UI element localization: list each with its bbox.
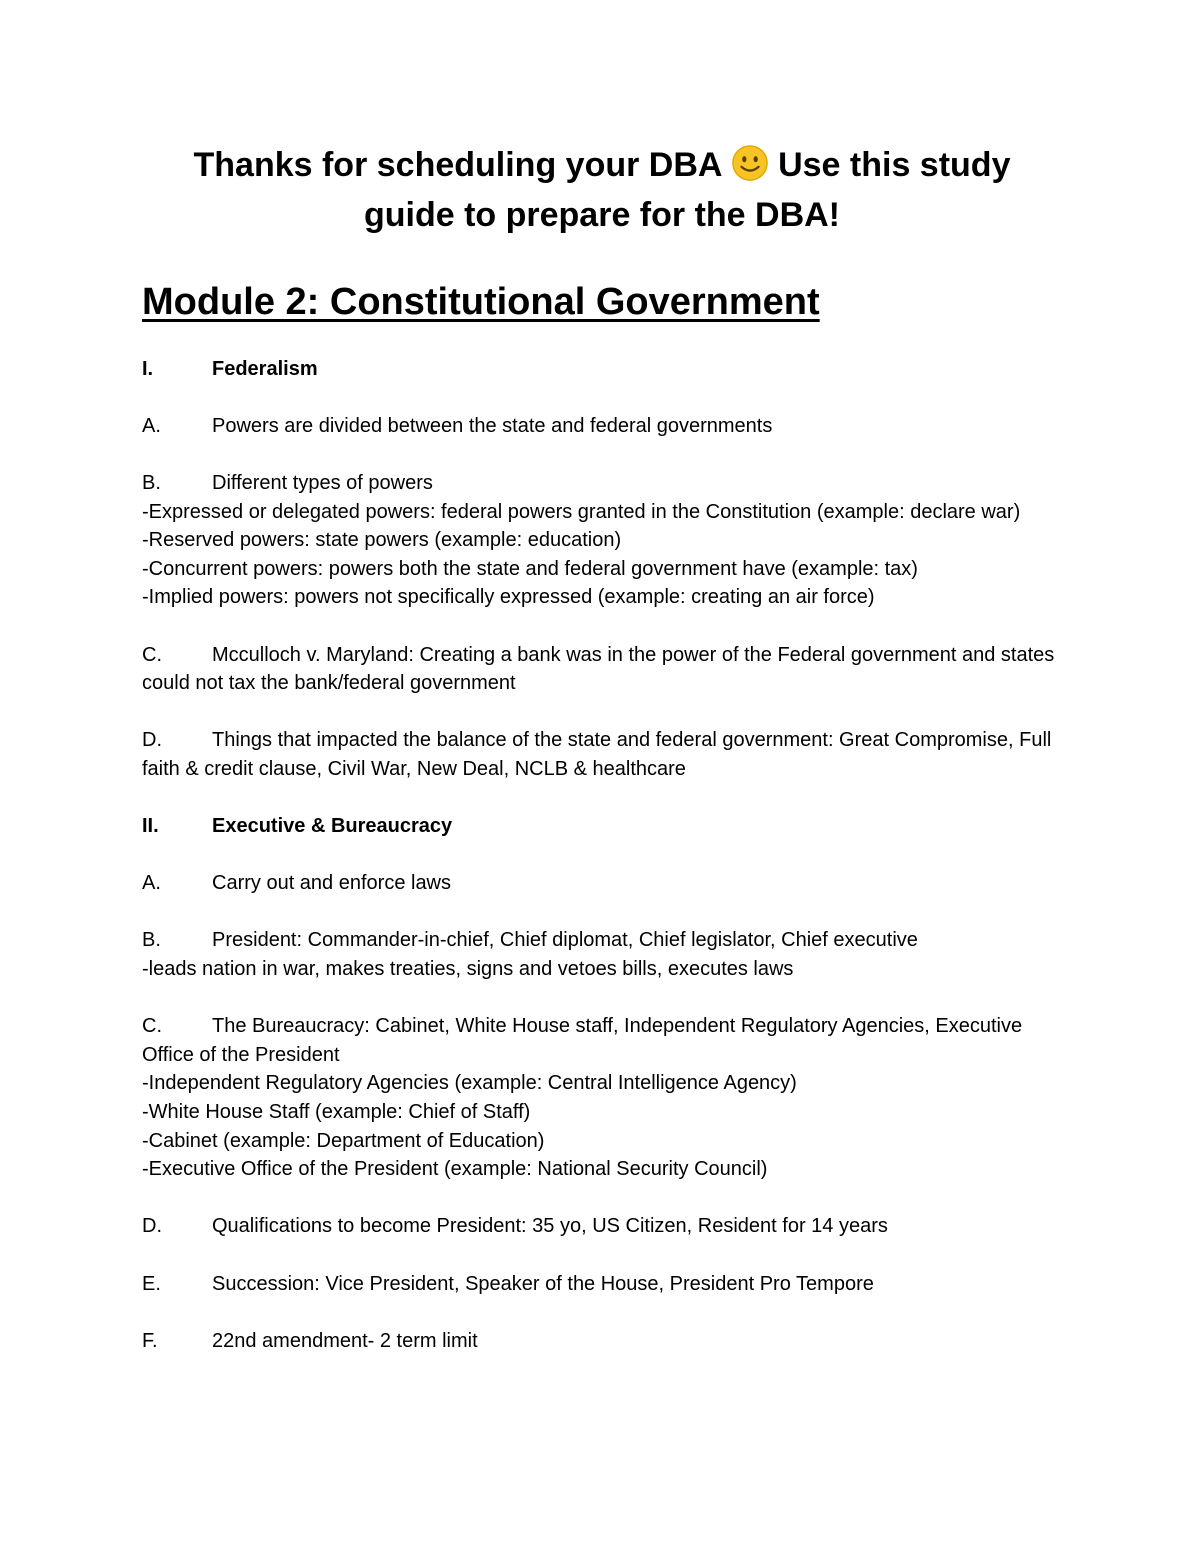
intro-line1-before: Thanks for scheduling your DBA — [193, 146, 722, 184]
item-letter: D. — [142, 729, 162, 752]
item-letter: D. — [142, 1215, 162, 1238]
spacer — [142, 612, 1062, 641]
item-detail: -Independent Regulatory Agencies (example: Central Intelligence Agency) — [142, 1072, 797, 1095]
spacer — [142, 984, 1062, 1013]
item-letter: B. — [142, 471, 161, 494]
intro-heading — [142, 140, 1062, 240]
spacer — [142, 784, 1062, 813]
spacer — [142, 698, 1062, 727]
section-heading — [142, 355, 1062, 384]
item-text: Carry out and enforce laws — [212, 872, 452, 895]
item-text: Powers are divided between the state and federal governments — [212, 414, 773, 437]
outline-item — [142, 1270, 1062, 1299]
item-letter: B. — [142, 929, 161, 952]
outline-item — [142, 726, 1062, 783]
intro-line2: guide to prepare for the DBA! — [363, 196, 841, 234]
document-page — [142, 140, 1062, 1355]
spacer — [142, 1298, 1062, 1327]
spacer — [142, 326, 1062, 355]
item-text: Things that impacted the balance of the state and federal government: Great Compromise, Full faith & credit clause, Civil War, New Deal, NCLB & healthcare — [142, 729, 1052, 780]
item-detail: -Expressed or delegated powers: federal powers granted in the Constitution (example: declare war) — [142, 500, 1021, 523]
spacer — [142, 898, 1062, 927]
section-numeral: I. — [142, 357, 154, 380]
outline-item — [142, 412, 1062, 441]
item-letter: A. — [142, 872, 161, 895]
item-text: President: Commander-in-chief, Chief diplomat, Chief legislator, Chief executive — [212, 929, 918, 952]
section-heading-text: Executive & Bureaucracy — [212, 815, 453, 838]
item-letter: C. — [142, 1015, 162, 1038]
item-detail: -Cabinet (example: Department of Education) — [142, 1129, 545, 1152]
item-detail: -Concurrent powers: powers both the state and federal government have (example: tax) — [142, 557, 918, 580]
outline-item — [142, 1327, 1062, 1356]
outline-item — [142, 926, 1062, 955]
item-letter: F. — [142, 1329, 158, 1352]
item-detail: -Executive Office of the President (example: National Security Council) — [142, 1158, 768, 1181]
section-numeral: II. — [142, 815, 159, 838]
item-text: The Bureaucracy: Cabinet, White House staff, Independent Regulatory Agencies, Executive Office of the President — [142, 1015, 1023, 1066]
item-detail: -Implied powers: powers not specifically expressed (example: creating an air force) — [142, 586, 875, 609]
item-letter: C. — [142, 643, 162, 666]
module-title: Module 2: Constitutional Government — [142, 281, 820, 323]
item-letter: E. — [142, 1272, 161, 1295]
intro-line1-after: Use this study — [778, 146, 1011, 184]
item-letter: A. — [142, 414, 161, 437]
item-detail: -leads nation in war, makes treaties, signs and vetoes bills, executes laws — [142, 958, 794, 981]
outline-item — [142, 1212, 1062, 1241]
outline-section — [142, 326, 1062, 784]
spacer — [142, 1184, 1062, 1213]
outline-item — [142, 1012, 1062, 1069]
outline-item — [142, 641, 1062, 698]
spacer — [142, 383, 1062, 412]
spacer — [142, 1241, 1062, 1270]
item-text: Qualifications to become President: 35 yo, US Citizen, Resident for 14 years — [212, 1215, 888, 1238]
outline-item — [142, 869, 1062, 898]
item-text: Succession: Vice President, Speaker of the House, President Pro Tempore — [212, 1272, 874, 1295]
item-detail: -Reserved powers: state powers (example: education) — [142, 529, 622, 552]
outline-item — [142, 469, 1062, 498]
outline-section — [142, 784, 1062, 1356]
outline — [142, 326, 1062, 1355]
spacer — [142, 841, 1062, 870]
spacer — [142, 440, 1062, 469]
item-text: 22nd amendment- 2 term limit — [212, 1329, 478, 1352]
section-heading — [142, 812, 1062, 841]
smiling-face-icon — [731, 144, 769, 182]
item-detail: -White House Staff (example: Chief of Staff) — [142, 1101, 531, 1124]
section-heading-text: Federalism — [212, 357, 318, 380]
item-text: Different types of powers — [212, 471, 433, 494]
item-text: Mcculloch v. Maryland: Creating a bank was in the power of the Federal government and states could not tax the bank/federal government — [142, 643, 1055, 695]
